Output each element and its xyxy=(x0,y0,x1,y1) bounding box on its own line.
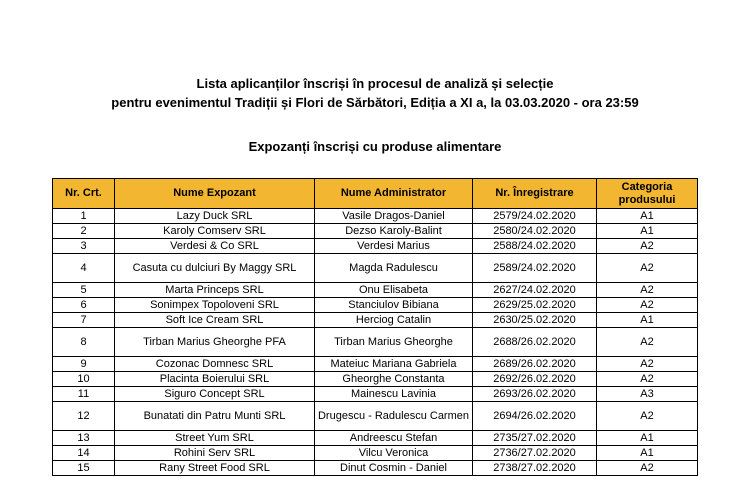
table-row xyxy=(53,446,698,461)
cell-administrator: Dezso Karoly-Balint xyxy=(315,224,473,239)
table-row xyxy=(53,239,698,254)
cell-exhibitor: Placinta Boierului SRL xyxy=(115,372,315,387)
table-row xyxy=(53,461,698,476)
cell-category: A2 xyxy=(597,461,698,476)
table-row xyxy=(53,209,698,224)
cell-nr: 7 xyxy=(53,313,115,328)
cell-nr: 9 xyxy=(53,357,115,372)
cell-exhibitor: Siguro Concept SRL xyxy=(115,387,315,402)
cell-administrator: Onu Elisabeta xyxy=(315,283,473,298)
cell-exhibitor: Karoly Comserv SRL xyxy=(115,224,315,239)
cell-nr: 8 xyxy=(53,328,115,357)
title-line-1: Lista aplicanților înscriși în procesul de analiză și selecție xyxy=(196,76,554,91)
cell-nr: 4 xyxy=(53,254,115,283)
table-header-row xyxy=(53,179,698,209)
cell-exhibitor: Bunatati din Patru Munti SRL xyxy=(115,402,315,431)
table-row xyxy=(53,328,698,357)
cell-category: A2 xyxy=(597,298,698,313)
cell-exhibitor: Rany Street Food SRL xyxy=(115,461,315,476)
table-row xyxy=(53,431,698,446)
cell-nr: 12 xyxy=(53,402,115,431)
cell-nr: 13 xyxy=(53,431,115,446)
cell-category: A2 xyxy=(597,372,698,387)
cell-nr: 1 xyxy=(53,209,115,224)
cell-exhibitor: Rohini Serv SRL xyxy=(115,446,315,461)
cell-category: A1 xyxy=(597,431,698,446)
cell-registration: 2579/24.02.2020 xyxy=(473,209,597,224)
cell-exhibitor: Street Yum SRL xyxy=(115,431,315,446)
cell-category: A1 xyxy=(597,224,698,239)
cell-administrator: Dinut Cosmin - Daniel xyxy=(315,461,473,476)
cell-registration: 2629/25.02.2020 xyxy=(473,298,597,313)
cell-category: A2 xyxy=(597,239,698,254)
table-row xyxy=(53,357,698,372)
document-title xyxy=(0,74,750,112)
cell-registration: 2689/26.02.2020 xyxy=(473,357,597,372)
cell-registration: 2692/26.02.2020 xyxy=(473,372,597,387)
cell-exhibitor: Sonimpex Topoloveni SRL xyxy=(115,298,315,313)
column-header-category: Categoria produsului xyxy=(597,179,698,209)
cell-registration: 2735/27.02.2020 xyxy=(473,431,597,446)
cell-registration: 2630/25.02.2020 xyxy=(473,313,597,328)
cell-exhibitor: Marta Princeps SRL xyxy=(115,283,315,298)
cell-administrator: Mainescu Lavinia xyxy=(315,387,473,402)
cell-registration: 2627/24.02.2020 xyxy=(473,283,597,298)
cell-administrator: Tirban Marius Gheorghe xyxy=(315,328,473,357)
cell-registration: 2580/24.02.2020 xyxy=(473,224,597,239)
cell-administrator: Gheorghe Constanta xyxy=(315,372,473,387)
table-row xyxy=(53,402,698,431)
table-row xyxy=(53,224,698,239)
cell-nr: 10 xyxy=(53,372,115,387)
cell-administrator: Vilcu Veronica xyxy=(315,446,473,461)
cell-registration: 2738/27.02.2020 xyxy=(473,461,597,476)
cell-category: A2 xyxy=(597,402,698,431)
table-row xyxy=(53,298,698,313)
cell-administrator: Verdesi Marius xyxy=(315,239,473,254)
cell-nr: 2 xyxy=(53,224,115,239)
cell-administrator: Magda Radulescu xyxy=(315,254,473,283)
cell-category: A1 xyxy=(597,313,698,328)
column-header-nr: Nr. Crt. xyxy=(53,179,115,209)
title-line-2: pentru evenimentul Tradiții și Flori de Sărbători, Ediția a XI a, la 03.03.2020 - ora 23:59 xyxy=(111,95,639,110)
cell-exhibitor: Verdesi & Co SRL xyxy=(115,239,315,254)
section-title: Expozanți înscriși cu produse alimentare xyxy=(248,139,502,154)
column-header-exhibitor: Nume Expozant xyxy=(115,179,315,209)
cell-category: A1 xyxy=(597,209,698,224)
column-header-administrator: Nume Administrator xyxy=(315,179,473,209)
cell-registration: 2694/26.02.2020 xyxy=(473,402,597,431)
cell-nr: 11 xyxy=(53,387,115,402)
cell-registration: 2688/26.02.2020 xyxy=(473,328,597,357)
cell-exhibitor: Tirban Marius Gheorghe PFA xyxy=(115,328,315,357)
table-row xyxy=(53,372,698,387)
cell-administrator: Andreescu Stefan xyxy=(315,431,473,446)
cell-registration: 2693/26.02.2020 xyxy=(473,387,597,402)
exhibitors-table xyxy=(52,178,698,476)
cell-administrator: Stanciulov Bibiana xyxy=(315,298,473,313)
cell-exhibitor: Soft Ice Cream SRL xyxy=(115,313,315,328)
cell-registration: 2588/24.02.2020 xyxy=(473,239,597,254)
table-row xyxy=(53,283,698,298)
cell-exhibitor: Casuta cu dulciuri By Maggy SRL xyxy=(115,254,315,283)
cell-category: A1 xyxy=(597,446,698,461)
cell-category: A3 xyxy=(597,387,698,402)
cell-nr: 14 xyxy=(53,446,115,461)
cell-registration: 2589/24.02.2020 xyxy=(473,254,597,283)
cell-exhibitor: Lazy Duck SRL xyxy=(115,209,315,224)
cell-nr: 5 xyxy=(53,283,115,298)
cell-nr: 3 xyxy=(53,239,115,254)
cell-exhibitor: Cozonac Domnesc SRL xyxy=(115,357,315,372)
table-row xyxy=(53,387,698,402)
cell-nr: 15 xyxy=(53,461,115,476)
column-header-registration: Nr. Înregistrare xyxy=(473,179,597,209)
cell-administrator: Herciog Catalin xyxy=(315,313,473,328)
table-row xyxy=(53,313,698,328)
cell-category: A2 xyxy=(597,254,698,283)
cell-nr: 6 xyxy=(53,298,115,313)
cell-registration: 2736/27.02.2020 xyxy=(473,446,597,461)
cell-administrator: Drugescu - Radulescu Carmen xyxy=(315,402,473,431)
cell-category: A2 xyxy=(597,357,698,372)
cell-category: A2 xyxy=(597,283,698,298)
table-row xyxy=(53,254,698,283)
cell-administrator: Mateiuc Mariana Gabriela xyxy=(315,357,473,372)
cell-administrator: Vasile Dragos-Daniel xyxy=(315,209,473,224)
cell-category: A2 xyxy=(597,328,698,357)
